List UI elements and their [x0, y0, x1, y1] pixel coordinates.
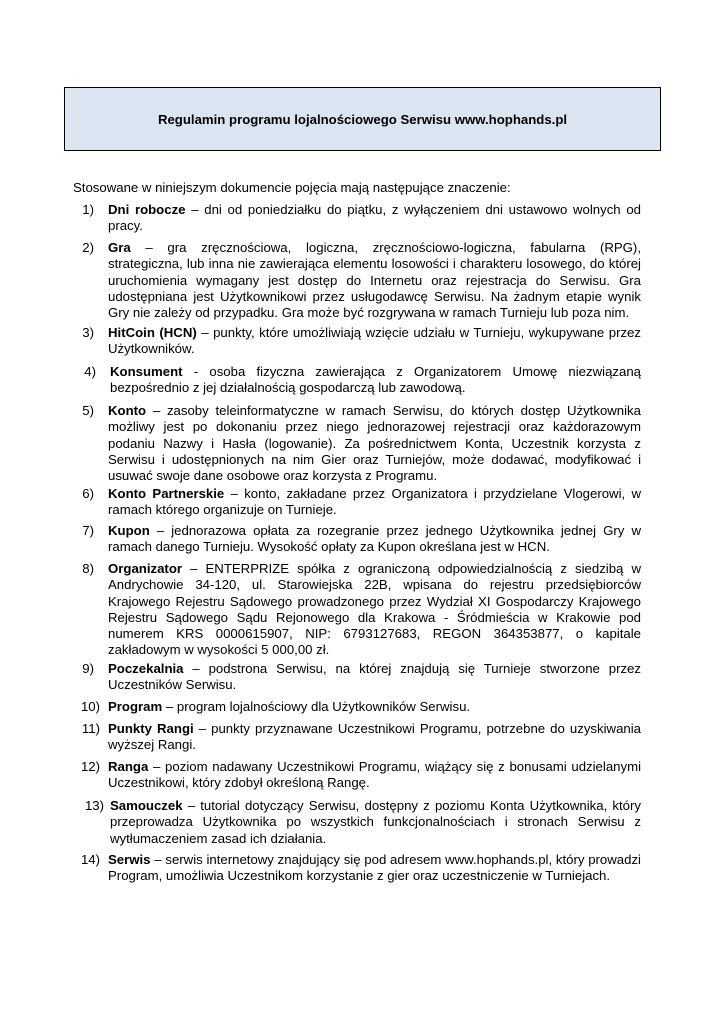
item-term: Poczekalnia — [108, 661, 184, 676]
item-definition: – konto, zakładane przez Organizatora i przydzielane Vlogerowi, w ramach którego organizuje on Turnieje. — [108, 486, 642, 518]
item-term: Kupon — [108, 523, 150, 538]
item-body — [108, 699, 641, 715]
item-body — [110, 364, 641, 397]
item-term: Program — [108, 699, 163, 714]
item-term: Konto Partnerskie — [108, 486, 225, 501]
item-term: Serwis — [108, 852, 151, 867]
item-body — [108, 721, 641, 754]
item-number: 12) — [80, 759, 100, 774]
item-number: 7) — [82, 523, 94, 538]
item-definition: – ENTERPRIZE spółka z ograniczoną odpowiedzialnością z siedzibą w Andrychowie 34-120, ul. Starowiejska 22B, wpisana do rejestru przedsiębiorców Krajowego Rejestru Sądowego prowadzonego przez Wydział XI Gospodarczy Krajowego Rejestru Sądowego Sądu Rejonowego dla Krakowa - Śródmieścia w Krakowie pod numerem KRS 0000615907, NIP: 6793127683, REGON 364353877, o kapitale zakładowym w wysokości 5 000,00 zł. — [108, 561, 641, 658]
item-number: 9) — [82, 661, 94, 676]
item-definition: - osoba fizyczna zawierająca z Organizatorem Umowę niezwiązaną bezpośrednio z jej działalnością gospodarczą lub zawodową. — [110, 364, 641, 396]
item-definition: – punkty przyznawane Uczestnikowi Programu, potrzebne do uzyskiwania wyższej Rangi. — [108, 721, 642, 753]
item-number: 2) — [82, 240, 94, 255]
item-number: 8) — [82, 561, 94, 576]
item-number: 5) — [82, 403, 94, 418]
item-number: 14) — [80, 852, 100, 867]
item-term: Dni robocze — [108, 202, 186, 217]
document-title: Regulamin programu lojalnościowego Serwisu www.hophands.pl — [157, 111, 568, 127]
item-term: Organizator — [108, 561, 183, 576]
item-body — [108, 325, 641, 358]
item-body — [108, 403, 641, 484]
item-definition: – poziom nadawany Uczestnikowi Programu, wiążący się z bonusami udzielanymi Uczestnikowi, który zdobył określoną Rangę. — [108, 759, 641, 791]
item-term: Punkty Rangi — [108, 721, 194, 736]
item-body — [108, 202, 641, 235]
item-definition: – tutorial dotyczący Serwisu, dostępny z poziomu Konta Użytkownika, który przeprowadza Użytkownika po wszystkich funkcjonalnościach i stronach Serwisu z wytłumaczeniem zasad ich działania. — [110, 798, 641, 846]
item-definition: – zasoby teleinformatyczne w ramach Serwisu, do których dostęp Użytkownika możliwy jest po dokonaniu przez niego jednorazowej rejestracji oraz każdorazowym podaniu Nazwy i Hasła (logowanie). Za pośrednictwem Konta, Uczestnik korzysta z Serwisu i udostępnionych na nim Gier oraz Turniejów, może dodawać, modyfikować i usuwać swoje dane osobowe oraz korzysta z Programu. — [108, 403, 641, 484]
item-body — [108, 486, 641, 519]
item-term: Konsument — [110, 364, 183, 379]
document-title-box — [64, 87, 661, 151]
item-definition: – serwis internetowy znajdujący się pod adresem www.hophands.pl, który prowadzi Program, umożliwia Uczestnikom korzystanie z gier oraz uczestniczenie w Turniejach. — [108, 852, 641, 884]
item-body — [108, 240, 641, 321]
item-number: 11) — [81, 721, 100, 736]
item-number: 10) — [80, 699, 100, 714]
item-number: 6) — [82, 486, 94, 501]
item-term: Ranga — [108, 759, 149, 774]
item-definition: – gra zręcznościowa, logiczna, zręcznościowo-logiczna, fabularna (RPG), strategiczna, lub inna nie zawierająca elementu losowości i charakteru losowego, do której uruchomienia wymagany jest dostęp do Internetu oraz rejestracja do Serwisu. Gra udostępniana jest Użytkownikowi przez usługodawcę Serwisu. Na żadnym etapie wynik Gry nie zależy od przypadku. Gra może być rozgrywana w ramach Turnieju lub poza nim. — [108, 240, 641, 321]
item-number: 13) — [84, 798, 104, 813]
item-number: 1) — [82, 202, 94, 217]
item-term: Konto — [108, 403, 147, 418]
item-term: Samouczek — [110, 798, 183, 813]
item-definition: – punkty, które umożliwiają wzięcie udziału w Turnieju, wykupywane przez Użytkowników. — [108, 325, 641, 357]
item-number: 4) — [84, 364, 96, 379]
item-body — [108, 561, 641, 659]
item-term: HitCoin (HCN) — [108, 325, 197, 340]
item-body — [110, 798, 641, 847]
item-body — [108, 852, 641, 885]
item-term: Gra — [108, 240, 131, 255]
item-number: 3) — [82, 325, 94, 340]
item-definition: – jednorazowa opłata za rozegranie przez jednego Użytkownika jednej Gry w ramach danego Turnieju. Wysokość opłaty za Kupon określana jest w HCN. — [108, 523, 641, 555]
item-definition: – podstrona Serwisu, na której znajdują się Turnieje stworzone przez Uczestników Serwisu. — [108, 661, 641, 693]
item-definition: – dni od poniedziałku do piątku, z wyłączeniem dni ustawowo wolnych od pracy. — [108, 202, 642, 234]
item-definition: – program lojalnościowy dla Użytkowników Serwisu. — [162, 699, 471, 714]
item-body — [108, 523, 641, 556]
intro-text: Stosowane w niniejszym dokumencie pojęcia mają następujące znaczenie: — [73, 180, 511, 195]
item-body — [108, 759, 641, 792]
item-body — [108, 661, 641, 694]
